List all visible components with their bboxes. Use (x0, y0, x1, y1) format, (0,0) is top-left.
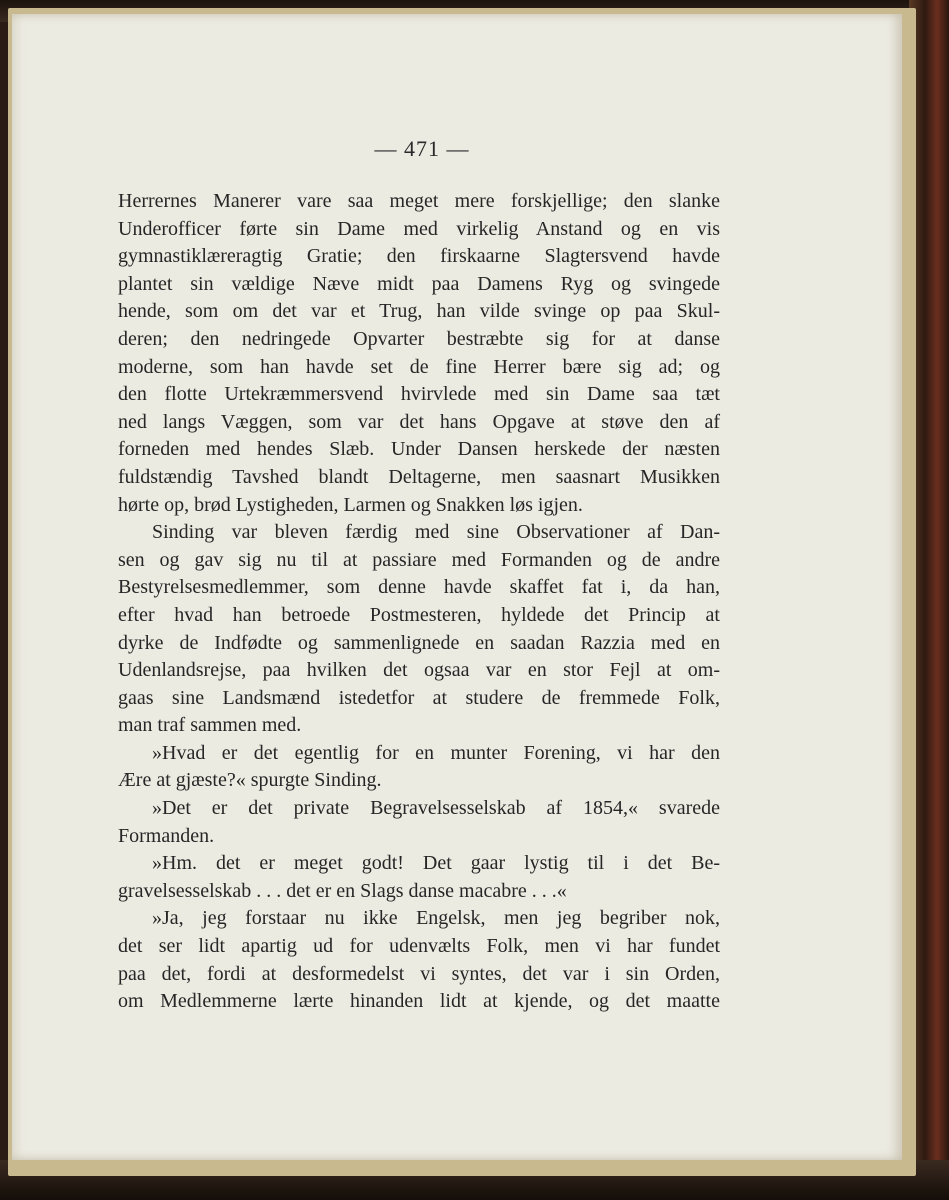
page-number: — 471 — (374, 136, 470, 161)
text-line: Formanden. (118, 824, 215, 847)
text-line: man traf sammen med. (118, 714, 302, 737)
text-line: forneden med hendes Slæb. Under Dansen herskede der næsten (118, 438, 720, 461)
text-line: fuldstændig Tavshed blandt Deltagerne, men saasnart Musikken (118, 465, 720, 488)
text-line: dyrke de Indfødte og sammenlignede en saadan Razzia med en (118, 631, 720, 654)
text-line: »Hm. det er meget godt! Det gaar lystig til i det Be- (152, 852, 720, 875)
body-text (118, 188, 720, 1016)
text-line: gaas sine Landsmænd istedetfor at studere de fremmede Folk, (118, 686, 720, 709)
text-line: Sinding var bleven færdig med sine Observationer af Dan- (152, 521, 720, 544)
text-line: hende, som om det var et Trug, han vilde svinge op paa Skul- (118, 300, 720, 323)
text-line: Underofficer førte sin Dame med virkelig Anstand og en vis (118, 217, 720, 240)
text-line: gravelsesselskab . . . det er en Slags danse macabre . . .« (118, 879, 567, 902)
text-line: den flotte Urtekræmmersvend hvirvlede med sin Dame saa tæt (118, 383, 720, 406)
text-line: Ære at gjæste?« spurgte Sinding. (118, 769, 382, 792)
page-paper (12, 14, 902, 1160)
text-line: det ser lidt apartig ud for udenvælts Folk, men vi har fundet (118, 935, 720, 958)
text-line: hørte op, brød Lystigheden, Larmen og Snakken løs igjen. (118, 493, 583, 516)
text-line: moderne, som han havde set de fine Herrer bære sig ad; og (118, 355, 720, 378)
text-line: efter hvad han betroede Postmesteren, hyldede det Princip at (118, 603, 720, 626)
text-line: »Hvad er det egentlig for en munter Forening, vi har den (152, 741, 720, 764)
text-line: om Medlemmerne lærte hinanden lidt at kjende, og det maatte (118, 990, 720, 1013)
text-line: sen og gav sig nu til at passiare med Formanden og de andre (118, 548, 720, 571)
text-line: Herrernes Manerer vare saa meget mere forskjellige; den slanke (118, 190, 720, 212)
text-line: paa det, fordi at desformedelst vi syntes, det var i sin Orden, (118, 962, 720, 985)
text-line: ned langs Væggen, som var det hans Opgave at støve den af (118, 410, 720, 433)
text-line: gymnastiklæreragtig Gratie; den firskaarne Slagtersvend havde (118, 245, 720, 268)
text-line: »Ja, jeg forstaar nu ikke Engelsk, men jeg begriber nok, (152, 907, 720, 930)
text-line: »Det er det private Begravelsesselskab af 1854,« svarede (152, 797, 720, 820)
text-line: plantet sin vældige Næve midt paa Damens Ryg og svingede (118, 272, 720, 295)
text-line: Udenlandsrejse, paa hvilken det ogsaa var en stor Fejl at om- (118, 659, 720, 682)
text-line: Bestyrelsesmedlemmer, som denne havde skaffet fat i, da han, (118, 576, 720, 599)
text-line: deren; den nedringede Opvarter bestræbte sig for at danse (118, 327, 720, 350)
